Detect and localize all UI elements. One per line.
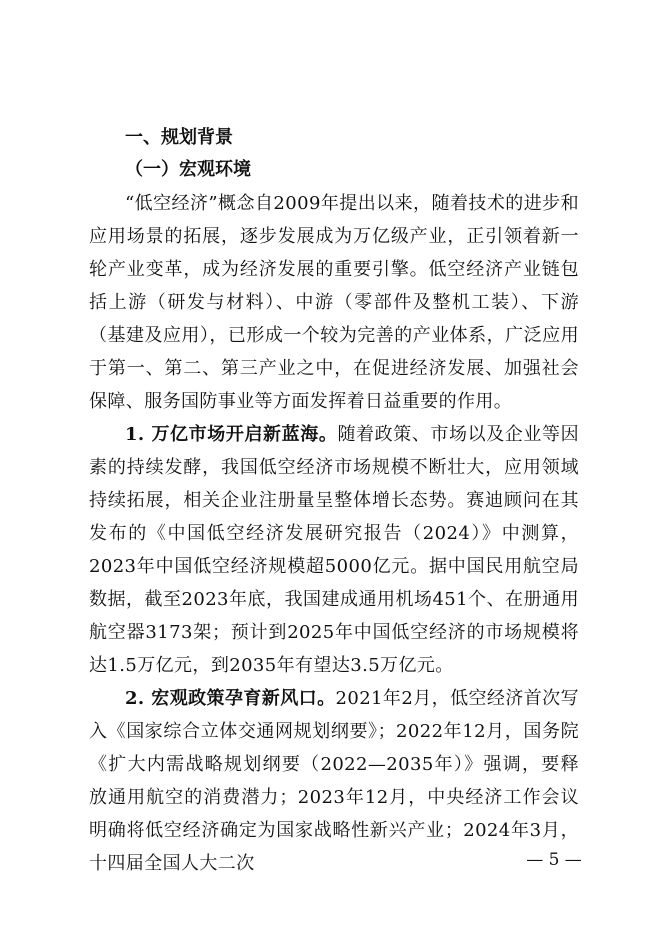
point2-paragraph [89, 682, 579, 880]
point2-lead: 2. 宏观政策孕育新风口。 [125, 688, 336, 709]
point1-body: 随着政策、市场以及企业等因素的持续发酵，我国低空经济市场规模不断壮大，应用领域持续拓展，相关企业注册量呈整体增长态势。赛迪顾问在其发布的《中国低空经济发展研究报告（2024）》中测算，2023年中国低空经济规模超5000亿元。据中国民用航空局数据，截至2023年底，我国建成通用机场451个、在册通用航空器3173架；预计到2025年中国低空经济的市场规模将达1.5万亿元，到2035年有望达3.5万亿元。 [89, 424, 580, 676]
intro-paragraph: “低空经济”概念自2009年提出以来，随着技术的进步和应用场景的拓展，逐步发展成为万亿级产业，正引领着新一轮产业变革，成为经济发展的重要引擎。低空经济产业链包括上游（研发与材料）、中游（零部件及整机工装）、下游（基建及应用），已形成一个较为完善的产业体系，广泛应用于第一、第二、第三产业之中，在促进经济发展、加强社会保障、服务国防事业等方面发挥着日益重要的作用。 [89, 193, 579, 412]
point1-lead: 1. 万亿市场开启新蓝海。 [125, 424, 338, 445]
page-content [89, 122, 579, 880]
page-number: — 5 — [526, 850, 582, 870]
point2-body: 2021年2月，低空经济首次写入《国家综合立体交通网规划纲要》；2022年12月，国务院《扩大内需战略规划纲要（2022—2035年）》强调，要释放通用航空的消费潜力；2023年12月，中央经济工作会议明确将低空经济确定为国家战略性新兴产业；2024年3月，十四届全国人大二次 [89, 688, 579, 874]
subsection-heading: （一）宏观环境 [125, 159, 251, 180]
point1-paragraph [89, 418, 579, 682]
section-heading: 一、规划背景 [125, 127, 233, 148]
